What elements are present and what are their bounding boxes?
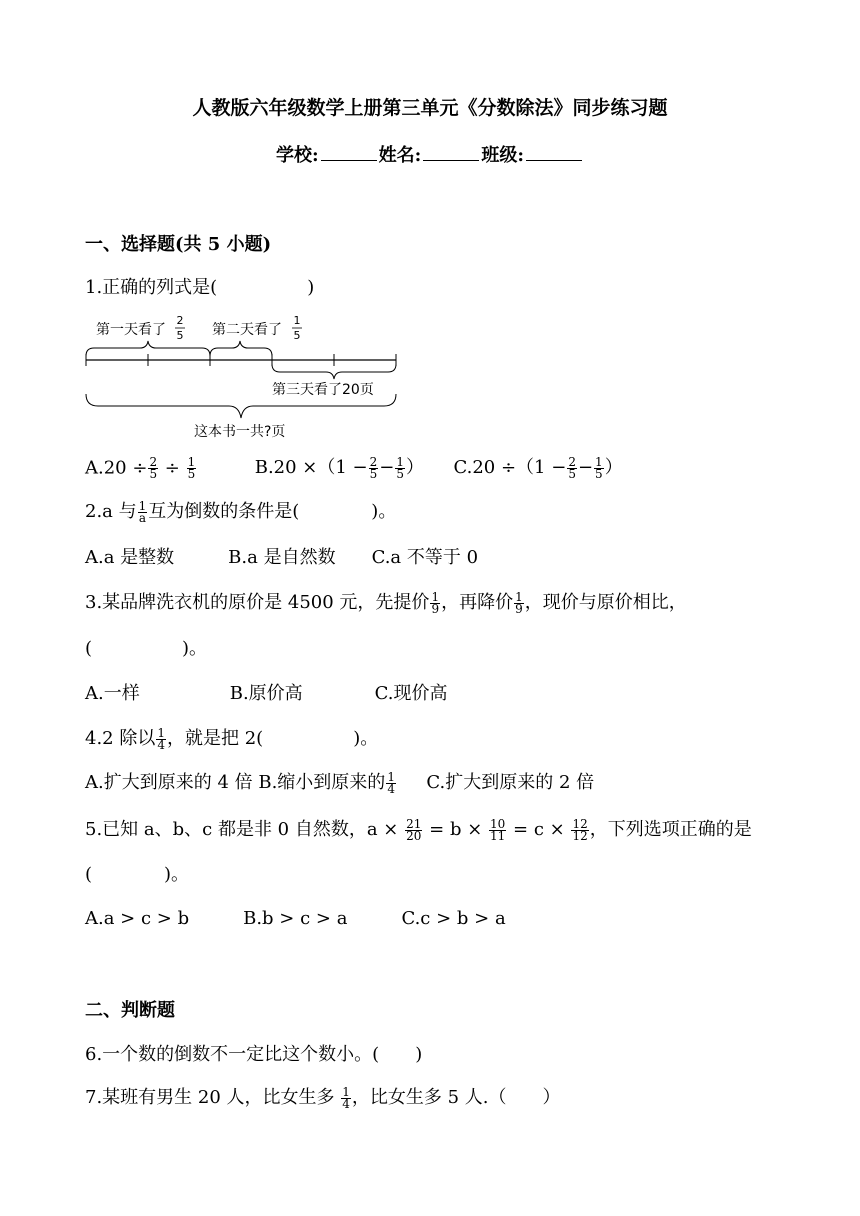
question-2-text-a: 2.a 与 [85,501,137,522]
question-4-option-b[interactable] [258,768,397,795]
student-info [0,141,860,167]
fraction [405,816,422,843]
question-2-options[interactable]: A.a 是整数 B.a 是自然数 C.a 不等于 0 [85,547,479,568]
question-7-text-b: ，比女生多 5 人.（ ） [351,1087,561,1108]
section-judge-title: 二、判断题 [85,1000,175,1021]
fraction-numerator: 1 [396,454,405,469]
question-2-stem [85,497,396,524]
fraction-numerator: 1 [342,1084,350,1099]
fraction-denominator: 9 [431,601,440,616]
question-1-option-c[interactable]: C.20 ÷（1 − $\frac{2}{5}$ − $\frac{1}{5}$ ） [453,454,623,481]
diagram-day1-frac-den: 5 [176,329,184,342]
diagram-total-label: 这本书一共?页 [194,424,286,440]
question-3-text-a: 3.某品牌洗衣机的原价是 4500 元，先提价 [85,592,430,613]
fraction-denominator: 4 [387,781,395,796]
fraction-numerator: 2 [369,454,378,469]
question-1-options [85,453,623,480]
question-3-options[interactable]: A.一样 B.原价高 C.现价高 [85,683,448,704]
fraction-denominator: 9 [515,601,523,616]
fraction [571,816,588,843]
question-7-text-a: 7.某班有男生 20 人，比女生多 [85,1087,335,1108]
fraction-numerator: 12 [572,816,588,831]
question-3-text-b: ，再降价 [441,592,514,613]
page-title: 人教版六年级数学上册第三单元《分数除法》同步练习题 [192,97,668,119]
question-6-stem: 6.一个数的倒数不一定比这个数小。( ) [85,1044,423,1065]
fraction [386,769,396,796]
fraction-denominator: 11 [490,828,506,843]
question-5-eq1: = b × [429,819,483,840]
diagram-day1-label: 第一天看了 [96,322,166,338]
question-3-stem [85,588,687,615]
fraction-numerator: 1 [515,589,523,604]
fraction-denominator: 12 [572,828,588,843]
fraction [156,725,166,752]
option-a-text: A.20 ÷ [85,457,148,478]
question-4-options [85,768,594,795]
fraction-denominator: 5 [369,466,378,481]
class-label: 班级: [481,145,524,166]
fraction-numerator: 1 [431,589,440,604]
fraction-denominator: 5 [187,466,196,481]
question-2-text-b: 互为倒数的条件是( )。 [148,501,397,522]
fraction [369,454,379,481]
fraction-numerator: 1 [387,769,395,784]
fraction [395,454,405,481]
section-choice-title: 一、选择题(共 5 小题) [85,234,272,255]
question-1-diagram [84,308,404,440]
option-b-text: B.缩小到原来的 [258,772,386,793]
option-c-text: C.20 ÷（1 − [453,457,567,478]
diagram-day3-label: 第三天看了20页 [272,382,374,398]
diagram-day2-frac-num: 1 [293,314,301,327]
question-1-option-b[interactable]: B.20 ×（1 − $\frac{2}{5}$ − $\frac{1}{5}$ ） [254,454,425,481]
question-4-text-a: 4.2 除以 [85,728,156,749]
fraction-denominator: 5 [595,466,603,481]
question-5-eq2: = c × [513,819,565,840]
question-4-option-c[interactable]: C.扩大到原来的 2 倍 [426,772,595,793]
name-blank[interactable] [423,144,479,161]
school-label: 学校: [276,145,319,166]
fraction-denominator: 20 [406,828,422,843]
fraction-numerator: 1 [187,454,196,469]
fraction [567,454,577,481]
question-1-option-a[interactable]: A.20 ÷ $\frac{2}{5}$ ÷ $\frac{1}{5}$ [85,454,196,481]
diagram-day2-frac-den: 5 [293,329,301,342]
question-3-stem-line2: ( )。 [85,638,208,659]
question-3-text-c: ，现价与原价相比， [524,592,687,613]
question-5-text-a: 5.已知 a、b、c 都是非 0 自然数，a × [85,819,399,840]
fraction [138,498,148,525]
fraction-denominator: 5 [396,466,405,481]
question-7-stem [85,1083,561,1110]
fraction-denominator: a [138,510,147,525]
class-blank[interactable] [526,144,582,161]
fraction-denominator: 4 [157,737,165,752]
fraction-numerator: 10 [490,816,506,831]
question-4-option-a[interactable]: A.扩大到原来的 4 倍 [85,772,253,793]
question-5-options[interactable]: A.a > c > b B.b > c > a C.c > b > a [85,908,506,929]
fraction [148,454,158,481]
fraction [594,454,604,481]
question-4-stem [85,724,378,751]
question-5-text-b: ，下列选项正确的是 [589,819,752,840]
fraction [514,589,524,616]
option-b-text: B.20 ×（1 − [254,457,368,478]
fraction [489,816,506,843]
fraction-denominator: 5 [149,466,158,481]
question-1-stem: 1.正确的列式是( ) [85,277,315,298]
question-4-text-b: ，就是把 2( )。 [167,728,379,749]
fraction-denominator: 4 [342,1096,350,1111]
name-label: 姓名: [378,145,422,166]
fraction [430,589,440,616]
fraction-denominator: 5 [568,466,576,481]
fraction [187,454,197,481]
school-blank[interactable] [321,144,377,161]
question-5-stem [85,815,752,842]
diagram-day1-frac-num: 2 [176,314,184,327]
fraction-numerator: 2 [568,454,576,469]
fraction-numerator: 2 [149,454,158,469]
fraction-numerator: 1 [595,454,603,469]
question-5-stem-line2: ( )。 [85,864,190,885]
fraction [341,1084,351,1111]
diagram-day2-label: 第二天看了 [212,322,282,338]
fraction-numerator: 21 [406,816,422,831]
fraction-numerator: 1 [157,725,165,740]
fraction-numerator: 1 [138,498,147,513]
